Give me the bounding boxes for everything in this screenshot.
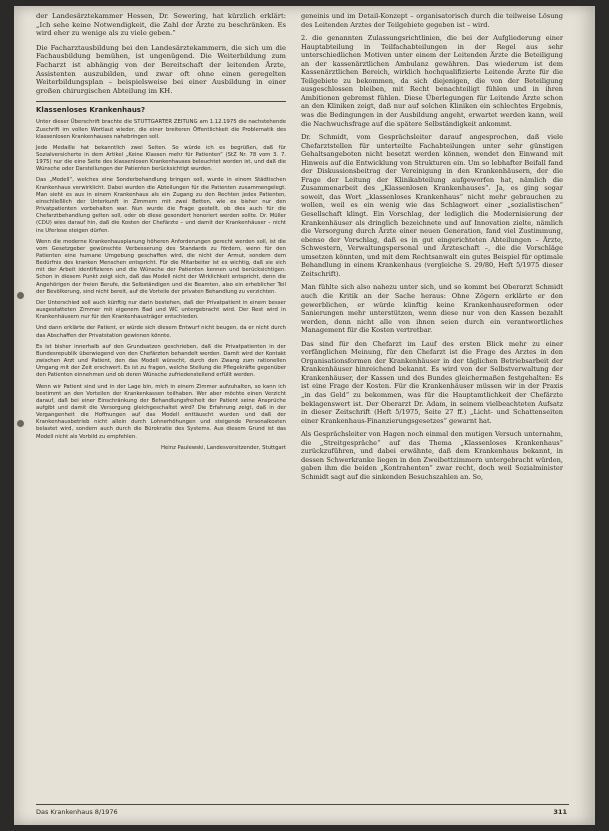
left-paragraph: der Landesärztekammer Hessen, Dr. Sewering, hat kürzlich erklärt: „Ich sehe keine Notwendigkeit, die Zahl der Ärzte zu beschränken. Es wird eher zu wenige als zu viele geben.“ bbox=[36, 12, 286, 38]
right-paragraph: Dr. Schmidt, vom Gesprächsleiter darauf angesprochen, daß viele Chefarztstellen für unterteilte Fachabteilungen unter sehr günstigen Gehaltsangeboten nicht besetzt werden können, wendet den Einwand mit Hinweis auf die Entwicklung von Strukturen ein. Um so lebhafter Beifall fand der Diskussionsbeitrag der Vereinigung in den Krankenhäusern, der die Frage der Leitung der Klinikabteilung aufgeworfen hat, nämlich die Zusammenarbeit des „Klassenlosen Krankenhauses“. Ja, es ging sogar soweit, das Wort „klassenloses Krankenhaus“ nicht mehr gebrauchen zu wollen, weil es ein wenig wie das Schlagwort einer „sozialistischen“ Gesellschaft klingt. Ein Vorschlag, der lediglich die Modernisierung der Krankenhäuser als dringlich bezeichnete und auf Innovation zielte, nämlich die Versorgung durch Ärzte einer neuen Generation, fand viel Zustimmung, ebenso der Vorschlag, daß es in gut eingerichteten Abteilungen – Ärzte, Schwestern, Verwaltungspersonal und Ärzteschaft –, die die Vorschläge umsetzen könnten, und mit dem Rechtsanwalt ein gutes Beispiel für optimale Behandlung in einem Krankenhaus (vergleiche S. 29/80, Heft 5/1975 dieser Zeitschrift). bbox=[301, 133, 563, 278]
box-paragraph: Und dann erklärte der Patient, er würde sich diesem Entwurf nicht beugen, da er nicht durch das Abschaffen der Privatstation gewinnen könnte. bbox=[36, 325, 286, 339]
document-page bbox=[14, 6, 595, 825]
box-paragraph: Der Unterschied soll auch künftig nur darin bestehen, daß der Privatpatient in einem besser ausgestatteten Zimmer mit eigenem Bad und WC untergebracht wird. Der Rest wird in Krankenhäusern nur für den Krankenhausträger entschieden. bbox=[36, 299, 286, 321]
right-paragraph: Als Gesprächsleiter von Hagen noch einmal den mutigen Versuch unternahm, die „Streitgespräche“ auf das Thema „Klassenloses Krankenhaus“ zurückzuführen, und dabei erwähnte, daß dem Krankenhaus bekannt, in dessen Schwerkranke liegen in den Zweibettzimmern untergebracht würden, gaben ihm die beiden „Kontrahenten“ zwar recht, doch weil Sozialminister Schmidt sagt auf die sinkenden Besuchszahlen an. So, bbox=[301, 430, 563, 481]
punch-hole bbox=[17, 292, 24, 299]
page-number: 311 bbox=[553, 808, 567, 816]
box-title: Klassenloses Krankenhaus? bbox=[36, 106, 146, 115]
box-paragraph: Das „Modell“, welches eine Sonderbehandlung bringen soll, wurde in einem Städtischen Krankenhaus verwirklicht. Dabei wurden die Abteilungen für die Patienten zusammengelegt. Man sieht es aus in einem Krankenhaus als ein Zugang zu den Rechten jedes Patienten, einschließlich der Unterkunft in Zimmern mit zwei Betten, wie es bisher nur den Privatpatienten vorbehalten war. Nun wurde die Frage gestellt, ob dies auch für die Chefarztbehandlung gelten soll, oder ob diese gesondert honoriert werden sollte. Dr. Müller (CDU) wies darauf hin, daß die Kosten der Chefärzte – und damit der Krankenhäuser – nicht ins Uferlose steigen dürfen. bbox=[36, 177, 286, 234]
right-column bbox=[301, 12, 563, 486]
footer-publication: Das Krankenhaus 8/1976 bbox=[36, 808, 118, 816]
sidebar-box bbox=[36, 101, 286, 451]
box-paragraph: Wenn wir Patient sind und in der Lage bin, mich in einem Zimmer aufzuhalten, so kann ich bestimmt an den Vorteilen der Krankenkassen teilhaben. Wer aber möchte einen Verzicht darauf, daß bei einer Einschränkung der Behandlungsfreiheit der Patient seine Ansprüche aufgibt und damit die Versorgung gleichgeschaltet wird? Die Erfahrung zeigt, daß in der Vergangenheit die Hoffnungen auf das Modell enttäuscht wurden und daß der Krankenhausbetrieb nicht allein durch Lohnerhöhungen und steigende Personalkosten belastet wird, sondern auch durch die Bürokratie des Systems. Aus diesem Grund ist das Modell nicht als Vorbild zu empfehlen. bbox=[36, 383, 286, 440]
left-paragraph: Die Facharztausbildung bei den Landesärztekammern, die sich um die Fachausbildung bemühen, ist ungenügend. Die Weiterbildung zum Facharzt ist abhängig von der Bereitschaft der leitenden Ärzte, Assistenten auszubilden, und zwar oft ohne einen geregelten Weiterbildungsplan – beispielsweise bei einer Ausbildung in einer großen chirurgischen Abteilung im KH. bbox=[36, 43, 286, 95]
right-paragraph: Das sind für den Chefarzt im Lauf des ersten Blick mehr zu einer verfänglichen Meinung, für den Chefarzt ist die Frage des Arztes in den Organisationsformen der Krankenhäuser in der täglichen Betriebsarbeit der Krankenhäuser hinreichend bekannt. Es wird von der Selbstverwaltung der Krankenhäuser, der Kassen und des Bundes gleichermaßen festgehalten: Es ist eine Frage der Kosten. Für die Krankenhäuser müssen wir in der Praxis „in das Geld“ zu bekommen, was für die Hauptamtlichkeit der Chefärzte beklagenswert ist. Der Oberarzt Dr. Adam, in seinem vielbeachteten Aufsatz in dieser Zeitschrift (Heft 5/1975, Seite 27 ff.) „Licht- und Schattenseiten einer Krankenhaus-Finanzierungsgesetzes“ gewarnt hat. bbox=[301, 339, 563, 425]
footer-rule bbox=[36, 804, 569, 805]
punch-hole bbox=[17, 420, 24, 427]
right-paragraph: Man fühlte sich also nahezu unter sich, und so kommt bei Oberarzt Schmidt auch die Kritik an der Sache heraus: Ohne Zögern erklärte er den gewerblichen, er würde künftig keine Krankenhausreformen oder Sanierungen mehr unterstützen, wenn diese nur von den Kassen bezahlt werden, denn nicht alle von ihnen seien durch ein verantwortliches Management für die Kosten vertretbar. bbox=[301, 283, 563, 335]
right-paragraph: geneinis und im Detail-Konzept – organisatorisch durch die teilweise Lösung des Leitenden Arztes der Teilgebiete gegeben ist – wird. bbox=[301, 12, 563, 29]
box-signature: Heinz Paulewski, Landesvorsitzender, Stuttgart bbox=[161, 444, 286, 451]
box-paragraph: Jede Medaille hat bekanntlich zwei Seiten. So würde ich es begrüßen, daß für Sozialversicherte in dem Artikel „Keine Klassen mehr für Patienten“ (StZ Nr. 78 vom 3. 7. 1975) nur die eine Seite des klassenlosen Krankenhauses beleuchtet worden ist, und daß die Wünsche oder Darstellungen der Patienten berücksichtigt wurden. bbox=[36, 144, 286, 173]
right-paragraph: 2. die genannten Zulassungsrichtlinien, die bei der Aufgliederung einer Hauptabteilung in Teilfachabteilungen in der Regel aus sehr unterschiedlichen Motiven unter einem der Leitenden Ärzte die Beteiligung an der kassenärztlichen Ambulanz gewähren. Das wiederum ist dem Kassenärztlichen Bereich, wirklich hochqualifizierte Leitende Ärzte für die Teilgebiete zu bekommen, da sich diejenigen, die von der Beteiligung ausgeschlossen bleiben, mit Recht benachteiligt fühlen und in ihren Ambitionen gebremst fühlen. Diese Überlegungen für Leitende Ärzte schon an den Kliniken zeigt, daß nur auf solchen Kliniken ein schlechtes Ergebnis, was die Bedingungen in der Ausbildung angeht, erwartet werden kann, weil die Nachwuchsfrage auf die spätere Selbständigkeit ankommt. bbox=[301, 34, 563, 128]
box-paragraph: Es ist bisher innerhalb auf den Grundsatzen geschrieben, daß die Privatpatienten in der Bundesrepublik überwiegend von den Chefärzten behandelt werden. Damit wird der Kontakt zwischen Arzt und Patient, den das Modell wünscht, durch den Zwang zum rationellen Umgang mit der Zeit erschwert. Es ist zu fragen, welche Stellung die Pflegekräfte gegenüber den Patienten einnehmen und ob deren Wünsche zufriedenstellend erfüllt werden. bbox=[36, 343, 286, 379]
box-paragraph: Wenn die moderne Krankenhausplanung höheren Anforderungen gerecht werden soll, ist die vom Gesetzgeber gewünschte Verbesserung des Standards zu fördern, wenn für den Patienten eine humane Umgebung geschaffen wird, die nicht der Armut, sondern dem Bedürfnis des kranken Menschen entspricht. Für die Mitarbeiter ist es wichtig, daß sie sich mit der Arbeit identifizieren und die Wünsche der Patienten kennen und berücksichtigen. Schon in diesem Punkt zeigt sich, daß das Modell nicht der Wirklichkeit entspricht, denn die Angehörigen der freien Berufe, die Selbständigen und die Beamten, also ein erheblicher Teil der Bevölkerung, sind nicht bereit, auf die Vorteile der privaten Behandlung zu verzichten. bbox=[36, 238, 286, 295]
box-paragraph: Unter dieser Überschrift brachte die STUTTGARTER ZEITUNG am 1.12.1975 die nachstehende Zuschrift im vollen Wortlaut wieder, die einer breiteren Öffentlichkeit die Problematik des klassenlosen Krankenhauses nahebringen soll. bbox=[36, 119, 286, 140]
left-column bbox=[36, 12, 286, 452]
